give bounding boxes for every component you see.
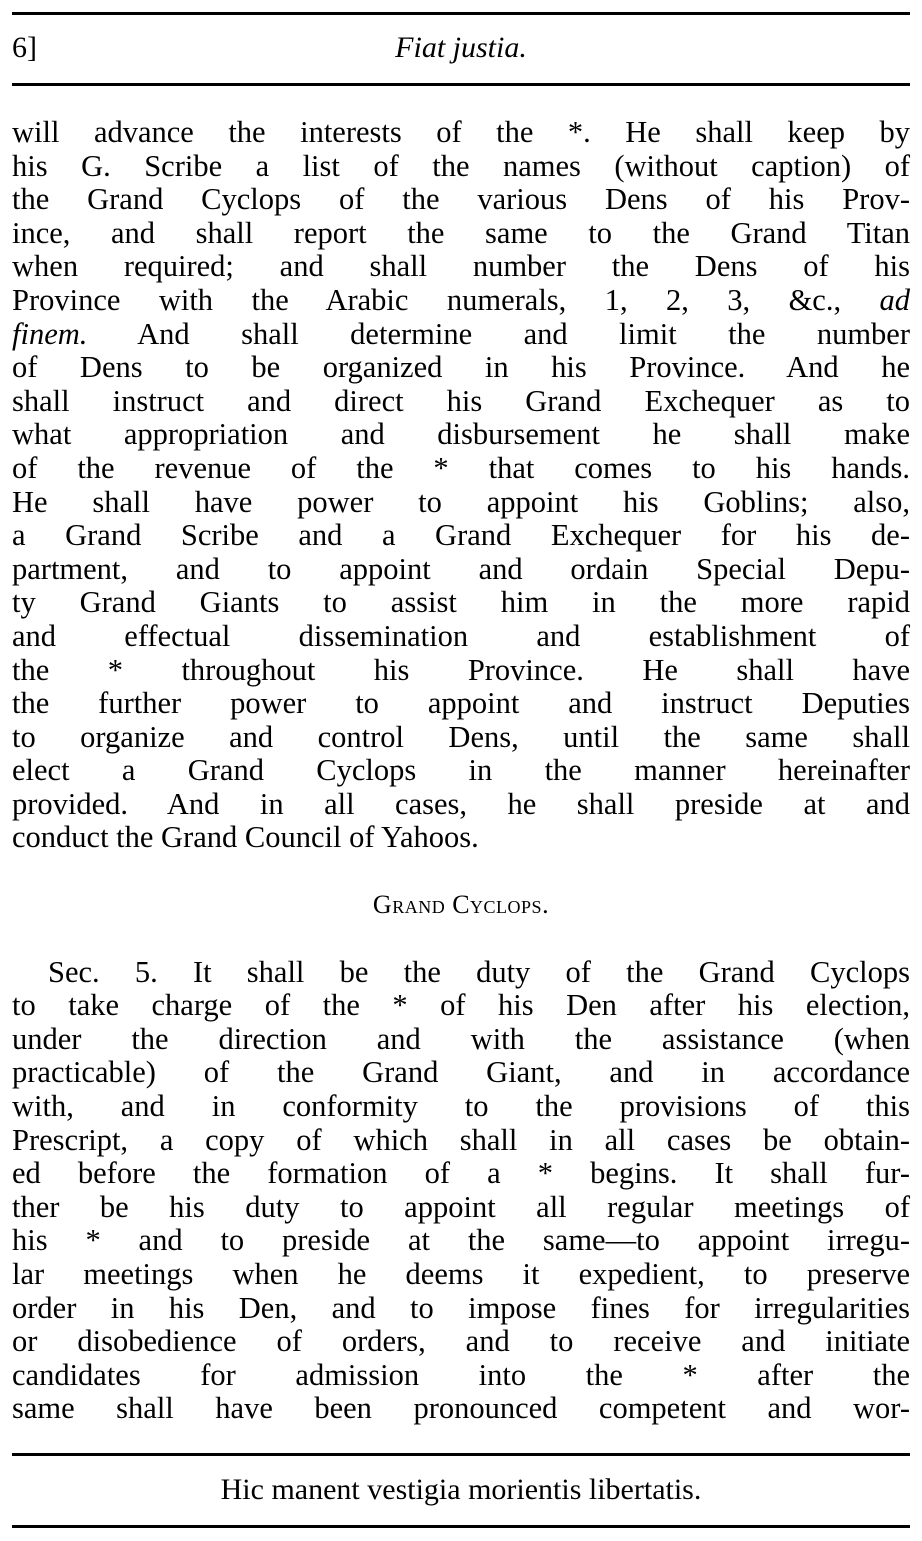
text-line: Sec. 5. It shall be the duty of the Grand Cyclops <box>48 954 910 989</box>
text-line: the further power to appoint and instruct Deputies <box>12 686 910 721</box>
text-line: candidates for admission into the * after the <box>12 1357 910 1392</box>
text-line: with, and in conformity to the provisions of this <box>12 1089 910 1124</box>
text-line: will advance the interests of the *. He shall keep by <box>12 115 910 149</box>
text-line: the Grand Cyclops of the various Dens of his Prov- <box>12 182 910 217</box>
paragraph-1 <box>12 116 910 855</box>
text-line: lar meetings when he deems it expedient, to preserve <box>12 1257 910 1291</box>
page-number: 6] <box>12 31 37 64</box>
text-fragment: Province with the Arabic numerals, 1, 2, 3, &c., <box>12 282 880 317</box>
text-line: order in his Den, and to impose fines for irregularities <box>12 1290 910 1325</box>
text-line: conduct the Grand Council of Yahoos. <box>12 820 479 855</box>
text-line: ince, and shall report the same to the Grand Titan <box>12 215 910 250</box>
footer-bottom-rule <box>12 1525 910 1528</box>
text-line: Prescript, a copy of which shall in all cases be obtain- <box>12 1122 910 1157</box>
text-line: practicable) of the Grand Giant, and in accordance <box>12 1055 910 1090</box>
text-line <box>12 284 910 318</box>
text-line: the * throughout his Province. He shall have <box>12 652 910 687</box>
italic-text: ad <box>879 282 910 317</box>
text-line: ty Grand Giants to assist him in the more rapid <box>12 585 910 620</box>
text-line: under the direction and with the assistance (when <box>12 1021 910 1056</box>
text-line: when required; and shall number the Dens of his <box>12 249 910 284</box>
text-line: of Dens to be organized in his Province. And he <box>12 350 910 385</box>
text-line: partment, and to appoint and ordain Special Depu- <box>12 551 910 586</box>
text-line: elect a Grand Cyclops in the manner hereinafter <box>12 753 910 788</box>
text-line: to organize and control Dens, until the same shall <box>12 719 910 754</box>
text-line: or disobedience of orders, and to receive and initiate <box>12 1324 910 1359</box>
page-body <box>12 116 910 1426</box>
text-line: He shall have power to appoint his Goblins; also, <box>12 484 910 519</box>
header-rule <box>12 83 910 86</box>
text-fragment: And shall determine and limit the number <box>87 316 910 351</box>
page-header <box>12 28 910 72</box>
text-line: same shall have been pronounced competent and wor- <box>12 1391 910 1426</box>
text-line: of the revenue of the * that comes to his hands. <box>12 450 910 485</box>
running-title: Fiat justia. <box>395 31 527 64</box>
text-line: his * and to preside at the same—to appoint irregu- <box>12 1223 910 1258</box>
footer-motto: Hic manent vestigia morientis libertatis. <box>220 1473 702 1506</box>
text-line: and effectual dissemination and establishment of <box>12 618 910 653</box>
top-rule <box>12 12 910 15</box>
paragraph-2 <box>12 956 910 1426</box>
italic-text: finem. <box>12 316 88 351</box>
text-line: ther be his duty to appoint all regular meetings of <box>12 1189 910 1224</box>
text-line: a Grand Scribe and a Grand Exchequer for his de- <box>12 518 910 553</box>
text-line: to take charge of the * of his Den after his election, <box>12 988 910 1023</box>
text-line <box>12 318 910 352</box>
text-line: what appropriation and disbursement he shall make <box>12 417 910 452</box>
page-footer <box>12 1468 910 1512</box>
text-line: provided. And in all cases, he shall preside at and <box>12 786 910 821</box>
section-heading: Grand Cyclops. <box>372 890 550 920</box>
footer-top-rule <box>12 1453 910 1456</box>
text-line: shall instruct and direct his Grand Exchequer as to <box>12 383 910 418</box>
text-line: his G. Scribe a list of the names (without caption) of <box>12 148 910 183</box>
text-line: ed before the formation of a * begins. It shall fur- <box>12 1156 910 1191</box>
